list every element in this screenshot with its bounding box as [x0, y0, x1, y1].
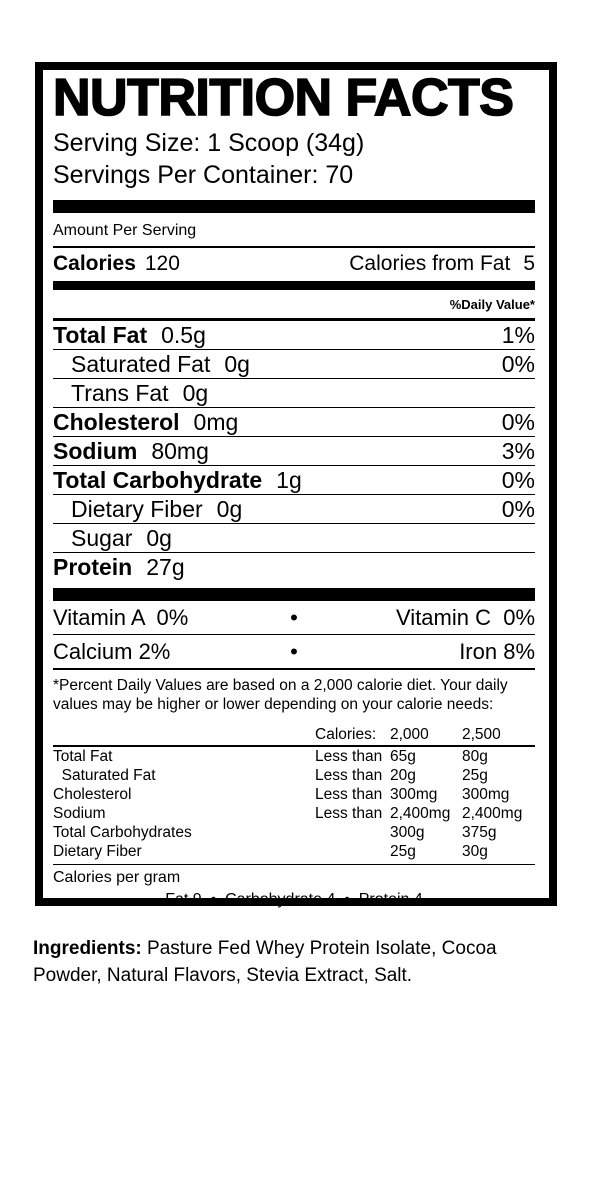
bullet-separator: • — [290, 605, 298, 630]
iron-value: Iron 8% — [459, 639, 536, 664]
table-cell: Cholesterol — [53, 786, 132, 803]
ingredients-paragraph — [33, 935, 505, 989]
nutrient-rows — [53, 321, 535, 581]
table-row — [53, 766, 535, 785]
footnote-line-2: values may be higher or lower depending on your calorie needs: — [53, 696, 494, 713]
servings-per-container: Servings Per Container: 70 — [53, 161, 354, 189]
nutrient-name: Total Fat — [53, 322, 148, 348]
table-cell: Total Carbohydrates — [53, 824, 192, 841]
nutrient-name: Cholesterol — [53, 409, 180, 435]
nutrient-row — [53, 466, 535, 495]
nutrient-name: Protein — [53, 554, 133, 580]
nutrient-amount: 0g — [182, 380, 209, 406]
calories-cell — [53, 252, 180, 276]
nutrient-name: Dietary Fiber — [71, 496, 203, 522]
table-cell: Less than — [315, 748, 383, 765]
table-cell — [315, 842, 390, 861]
nutrient-name: Total Carbohydrate — [53, 467, 263, 493]
daily-value-table — [53, 725, 535, 861]
nutrient-amount: 0.5g — [161, 322, 206, 348]
table-row — [53, 842, 535, 861]
table-cell: 300mg — [462, 786, 510, 803]
table-cell: 2,500 — [462, 726, 501, 743]
nutrient-row — [53, 350, 535, 379]
nutrient-daily-value: 0% — [501, 496, 535, 522]
nutrient-name: Trans Fat — [71, 380, 169, 406]
serving-size: Serving Size: 1 Scoop (34g) — [53, 129, 365, 157]
calories-label: Calories — [53, 252, 136, 275]
thick-separator-calories — [53, 281, 535, 290]
nutrient-daily-value: 0% — [501, 467, 535, 493]
nutrient-amount: 1g — [276, 467, 302, 493]
nutrient-row — [53, 495, 535, 524]
table-cell — [53, 725, 315, 745]
table-cell: 30g — [462, 843, 488, 860]
footnote-line-1: *Percent Daily Values are based on a 2,000 calorie diet. Your daily — [53, 677, 508, 694]
calories-from-fat-cell — [349, 252, 535, 276]
table-cell: 2,000 — [390, 726, 429, 743]
nutrient-row — [53, 408, 535, 437]
table-cell: 2,400mg — [390, 805, 451, 822]
vitamins-row-1 — [53, 601, 535, 635]
calories-per-gram-values: Fat 9 • Carbohydrate 4 • Protein 4 — [165, 891, 423, 908]
nutrient-row — [53, 379, 535, 408]
calcium-value: Calcium 2% — [53, 639, 171, 664]
table-cell: 2,400mg — [462, 805, 523, 822]
nutrient-amount: 80mg — [151, 438, 209, 464]
vitamins-row-2 — [53, 635, 535, 670]
table-cell: Total Fat — [53, 748, 113, 765]
vitamin-c-value: Vitamin C 0% — [396, 605, 536, 630]
nutrient-row — [53, 321, 535, 350]
nutrient-name: Saturated Fat — [71, 351, 211, 377]
calories-from-fat-label: Calories from Fat — [349, 252, 511, 275]
table-cell: Less than — [315, 767, 383, 784]
nutrient-row — [53, 437, 535, 466]
table-row — [53, 804, 535, 823]
table-cell: Calories: — [315, 726, 377, 743]
daily-value-footnote — [53, 670, 535, 714]
table-cell: 25g — [390, 843, 416, 860]
table-cell: Saturated Fat — [53, 767, 156, 784]
calories-per-gram-block — [53, 864, 535, 914]
calories-per-gram-label: Calories per gram — [53, 869, 181, 886]
table-cell: Sodium — [53, 805, 106, 822]
label-title: NUTRITION FACTS — [53, 69, 514, 127]
nutrient-name: Sugar — [71, 525, 133, 551]
table-cell: Less than — [315, 786, 383, 803]
calories-row — [53, 248, 535, 281]
serving-info — [53, 127, 535, 191]
table-cell: Dietary Fiber — [53, 843, 142, 860]
table-cell: 375g — [462, 824, 497, 841]
table-cell: 300mg — [390, 786, 438, 803]
table-row — [53, 747, 535, 766]
nutrient-name: Sodium — [53, 438, 138, 464]
nutrient-amount: 0mg — [193, 409, 239, 435]
table-row — [53, 823, 535, 842]
table-row — [53, 785, 535, 804]
nutrition-label — [35, 62, 557, 906]
nutrient-amount: 0g — [224, 351, 250, 377]
table-cell: 65g — [390, 748, 416, 765]
thick-separator-top — [53, 200, 535, 213]
nutrient-row — [53, 553, 535, 581]
nutrient-daily-value: 0% — [501, 351, 535, 377]
nutrient-daily-value: 0% — [501, 409, 535, 435]
nutrient-amount: 0g — [216, 496, 243, 522]
table-cell: Less than — [315, 805, 383, 822]
table-cell: 25g — [462, 767, 488, 784]
amount-per-serving: Amount Per Serving — [53, 222, 197, 239]
table-cell: 80g — [462, 748, 488, 765]
daily-value-header: %Daily Value* — [449, 297, 535, 312]
nutrient-daily-value: 1% — [501, 322, 535, 348]
table-header-row — [53, 725, 535, 747]
thick-separator-protein — [53, 588, 535, 601]
table-cell — [315, 823, 390, 842]
nutrient-row — [53, 524, 535, 553]
nutrient-amount: 0g — [146, 525, 172, 551]
calories-from-fat-value: 5 — [523, 252, 535, 275]
nutrient-daily-value: 3% — [501, 438, 535, 464]
nutrient-amount: 27g — [146, 554, 185, 580]
ingredients-text: Pasture Fed Whey Protein Isolate, Cocoa Powder, Natural Flavors, Stevia Extract, Salt. — [33, 938, 497, 986]
table-cell: 300g — [390, 824, 425, 841]
calories-value: 120 — [144, 252, 180, 275]
vitamin-a-value: Vitamin A 0% — [53, 605, 189, 630]
table-cell: 20g — [390, 767, 416, 784]
ingredients-label: Ingredients: — [33, 938, 142, 959]
bullet-separator: • — [290, 639, 298, 664]
